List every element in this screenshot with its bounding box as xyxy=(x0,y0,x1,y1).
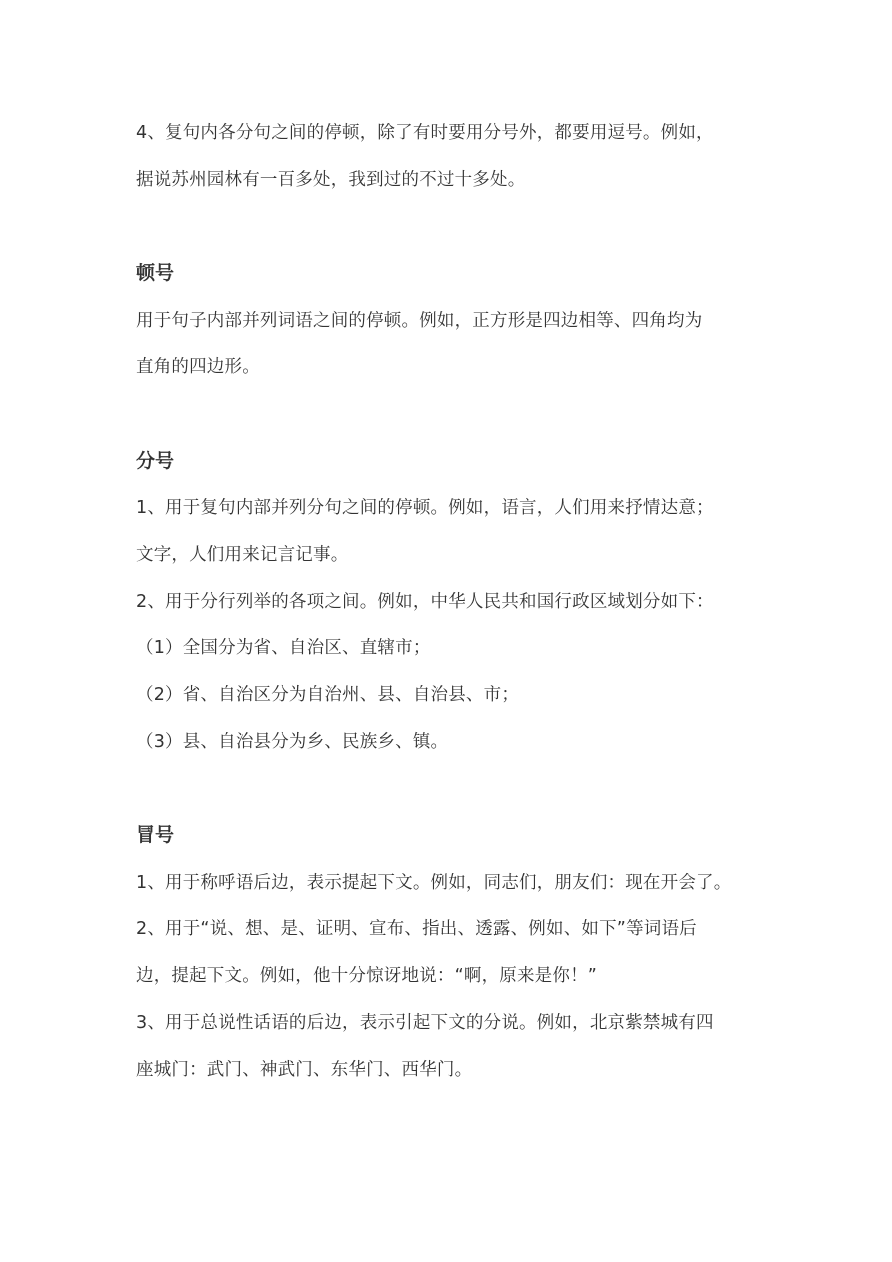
paragraph-line: 1、用于复句内部并列分句之间的停顿。例如，语言，人们用来抒情达意； xyxy=(136,498,714,518)
paragraph-line: 边，提起下文。例如，他十分惊讶地说：“啊，原来是你！” xyxy=(136,966,598,986)
section-heading-fenhao: 分号 xyxy=(136,450,175,472)
paragraph-line: 文字，人们用来记言记事。 xyxy=(136,545,349,565)
paragraph-line: 2、用于分行列举的各项之间。例如，中华人民共和国行政区域划分如下： xyxy=(136,592,714,612)
paragraph-line: 1、用于称呼语后边，表示提起下文。例如，同志们，朋友们：现在开会了。 xyxy=(136,873,732,893)
paragraph-line: 座城门：武门、神武门、东华门、西华门。 xyxy=(136,1060,473,1080)
paragraph-line: 直角的四边形。 xyxy=(136,357,260,377)
section-heading-maohao: 冒号 xyxy=(136,824,175,846)
paragraph-line: 用于句子内部并列词语之间的停顿。例如，正方形是四边相等、四角均为 xyxy=(136,311,703,331)
list-item: （3）县、自治县分为乡、民族乡、镇。 xyxy=(136,732,449,752)
paragraph-line: 3、用于总说性话语的后边，表示引起下文的分说。例如，北京紫禁城有四 xyxy=(136,1013,714,1033)
section-heading-dunhao: 顿号 xyxy=(136,262,175,284)
paragraph-line: 4、复句内各分句之间的停顿，除了有时要用分号外，都要用逗号。例如， xyxy=(136,123,714,143)
list-item: （1）全国分为省、自治区、直辖市； xyxy=(136,638,431,658)
paragraph-line: 据说苏州园林有一百多处，我到过的不过十多处。 xyxy=(136,170,526,190)
list-item: （2）省、自治区分为自治州、县、自治县、市； xyxy=(136,685,520,705)
paragraph-line: 2、用于“说、想、是、证明、宣布、指出、透露、例如、如下”等词语后 xyxy=(136,919,697,939)
